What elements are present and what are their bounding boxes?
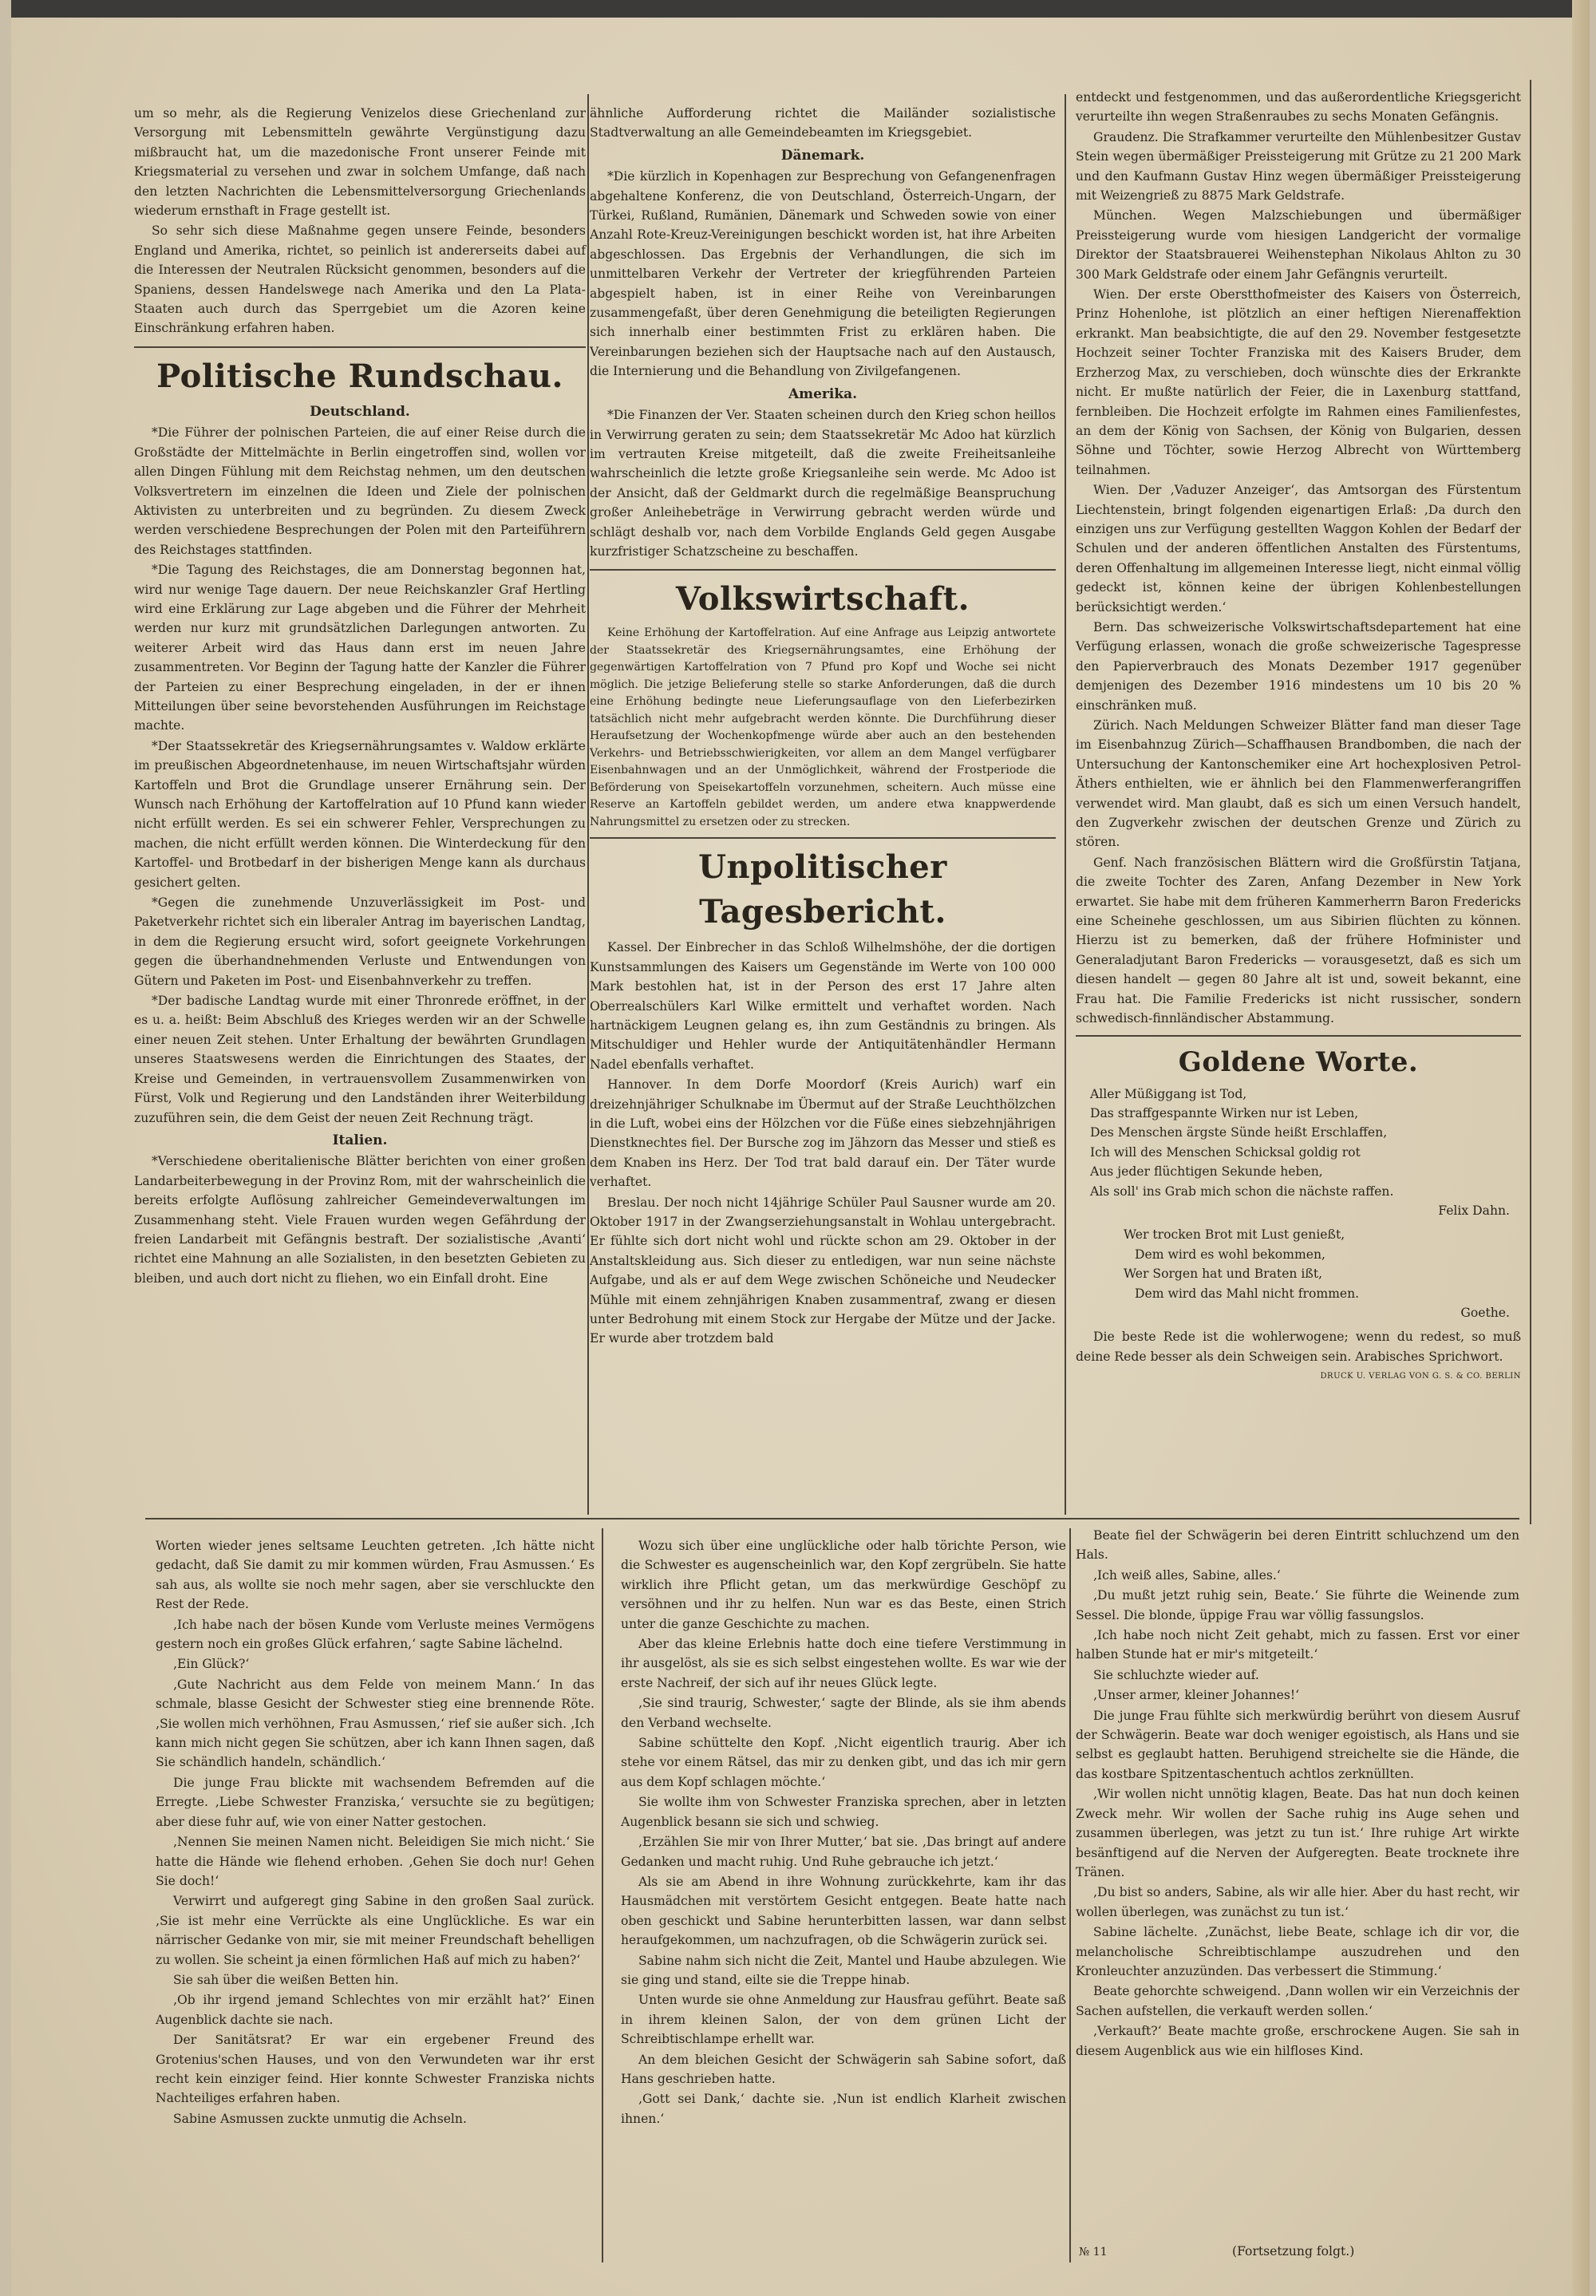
country-subheading: Amerika. xyxy=(788,385,858,402)
poem-line: Dem wird es wohl bekommen, xyxy=(1135,1247,1325,1262)
paragraph: ‚Du bist so anders, Sabine, als wir alle hier. Aber du hast recht, wir wollen überlegen, was zunächst zu tun ist.‘ xyxy=(1076,1885,1519,1919)
country-subheading: Dänemark. xyxy=(780,147,865,164)
section-heading: Unpolitischer Tagesbericht. xyxy=(698,848,947,931)
paragraph: Sie wollte ihm von Schwester Franziska sprechen, aber in letzten Augenblick besann sie sich und schwieg. xyxy=(621,1795,1066,1829)
column-rule xyxy=(1065,94,1066,1515)
paragraph: ‚Nennen Sie meinen Namen nicht. Beleidigen Sie mich nicht.‘ Sie hatte die Hände wie flehend erhoben. ‚Gehen Sie doch nur! Gehen Sie doch!‘ xyxy=(156,1835,595,1888)
poem-line: Ich will des Menschen Schicksal goldig rot xyxy=(1090,1144,1361,1160)
paragraph: Sie sah über die weißen Betten hin. xyxy=(173,1972,399,1987)
paragraph: So sehr sich diese Maßnahme gegen unsere Feinde, besonders England und Amerika, richtet, so peinlich ist andererseits dabei auf die Interessen der Neutralen Rücksicht genommen, besonders auf die Spaniens, dessen Handelswege nach Amerika und den La Plata-Staaten auch durch das Sperrgebiet um die Azoren keine Einschränkung erfahren haben. xyxy=(134,223,586,336)
divider xyxy=(590,569,1056,571)
proverb: Die beste Rede ist die wohlerwogene; wenn du redest, so muß deine Rede besser als dein Schweigen sein. Arabisches Sprichwort. xyxy=(1076,1330,1521,1364)
paragraph: *Der badische Landtag wurde mit einer Thronrede eröffnet, in der es u. a. heißt: Beim Abschluß des Krieges werden wir an der Schwelle einer neuen Zeit stehen. Unter Erhaltung der bewährten Grundlagen unseres Staatswesens werden die Einrichtungen des Staates, der Kreise und Gemeinden, in vertrauensvollem Zusammenwirken von Fürst, Volk und Regierung und den Landständen ihrer Weiterbildung zuzuführen sein, die dem Geist der neuen Zeit Rechnung trägt. xyxy=(134,994,586,1125)
paragraph: Breslau. Der noch nicht 14jährige Schüler Paul Sausner wurde am 20. Oktober 1917 in der Zwangserziehungsanstalt in Wohlau untergebracht. Er fühlte sich dort nicht wohl und rückte schon am 29. Oktober in der Anstaltskleidung aus. Sich dieser zu entledigen, war nun seine nächste Aufgabe, und als er auf dem Wege zwischen Schöneiche und Neudecker Mühle mit einem zehnjährigen Knaben zusammentraf, zwang er diesen unter Bedrohung mit einem Stock zur Hergabe der Mütze und der Jacke. Er wurde aber trotzdem bald xyxy=(590,1195,1056,1346)
paragraph: Beate fiel der Schwägerin bei deren Eintritt schluchzend um den Hals. xyxy=(1076,1528,1519,1563)
column-rule xyxy=(587,94,589,1515)
column-rule xyxy=(1530,80,1531,1524)
paragraph: Sie schluchzte wieder auf. xyxy=(1093,1667,1259,1682)
column-rule xyxy=(1069,1528,1071,2262)
paragraph: *Die Führer der polnischen Parteien, die auf einer Reise durch die Großstädte der Mittelmächte in Berlin eingetroffen sind, wollen vor allen Dingen Fühlung mit dem Reichstag nehmen, um den deutschen Volksvertretern im einzelnen die Ideen und Ziele der polnischen Aktivisten zu unterbreiten und zu begründen. Zu diesem Zweck werden verschiedene Besprechungen der Polen mit den Parteiführern des Reichstages stattfinden. xyxy=(134,425,586,557)
paragraph: Sabine schüttelte den Kopf. ‚Nicht eigentlich traurig. Aber ich stehe vor einem Rätsel, das mir zu denken gibt, und das ich mir gern aus dem Kopf schlagen möchte.‘ xyxy=(621,1736,1066,1789)
divider xyxy=(134,346,586,348)
paragraph: Beate gehorchte schweigend. ‚Dann wollen wir ein Verzeichnis der Sachen aufstellen, die verkauft werden sollen.‘ xyxy=(1076,1984,1519,2018)
paragraph: Die junge Frau blickte mit wachsendem Befremden auf die Erregte. ‚Liebe Schwester Franziska,‘ versuchte sie zu begütigen; aber diese fuhr auf, wie von einer Natter gestochen. xyxy=(156,1775,595,1829)
paragraph: ‚Unser armer, kleiner Johannes!‘ xyxy=(1093,1688,1300,1703)
paragraph: ‚Verkauft?‘ Beate machte große, erschrockene Augen. Sie sah in diesem Augenblick aus wie ein hilfloses Kind. xyxy=(1076,2024,1519,2058)
page-number: № 11 xyxy=(1079,2246,1108,2258)
paragraph: Worten wieder jenes seltsame Leuchten getreten. ‚Ich hätte nicht gedacht, daß Sie damit zu mir kommen würden, Frau Asmussen.‘ Es sah aus, als wollte sie noch mehr sagen, aber sie verschluckte den Rest der Rede. xyxy=(156,1539,595,1612)
paragraph: Der Sanitätsrat? Er war ein ergebener Freund des Grotenius'schen Hauses, und von den Verwundeten war ihr erst recht kein einziger feind. Hier konnte Schwester Franziska nichts Nachteiliges erfahren haben. xyxy=(156,2033,595,2106)
paragraph: *Die Tagung des Reichstages, die am Donnerstag begonnen hat, wird nur wenige Tage dauern. Der neue Reichskanzler Graf Hertling wird eine Erklärung zur Lage abgeben und die Führer der Mehrheit werden nur kurz mit grundsätzlichen Darlegungen antworten. Zu weiterer Arbeit wird das Haus dann erst im neuen Jahre zusammentreten. Vor Beginn der Tagung hatte der Kanzler die Führer der Parteien zu einer Besprechung eingeladen, in der er ihnen Mitteilungen über seine bevorstehenden Ausführungen im Reichstage machte. xyxy=(134,563,586,733)
printer-credit: DRUCK U. VERLAG VON G. S. & CO. BERLIN xyxy=(1320,1372,1521,1381)
paragraph: um so mehr, als die Regierung Venizelos diese Griechenland zur Versorgung mit Lebensmitteln gewährte Vergünstigung dazu mißbraucht hat, um die mazedonische Front unserer Feinde mit Kriegsmaterial zu versehen und zwar in solchem Umfange, daß nach den letzten Nachrichten die Lebensmittelversorgung Griechenlands wiederum ernsthaft in Frage gestellt ist. xyxy=(134,106,586,219)
scan-top-border xyxy=(11,0,1590,18)
news-column-2 xyxy=(590,104,1056,1350)
paragraph: Sabine nahm sich nicht die Zeit, Mantel und Haube abzulegen. Wie sie ging und stand, eilte sie die Treppe hinab. xyxy=(621,1953,1066,1987)
country-subheading: Italien. xyxy=(332,1132,388,1148)
paragraph: Unten wurde sie ohne Anmeldung zur Hausfrau geführt. Beate saß in ihrem kleinen Salon, der von dem grünen Licht der Schreibtischlampe erhellt war. xyxy=(621,1993,1066,2047)
poem-line: Dem wird das Mahl nicht frommen. xyxy=(1135,1286,1360,1301)
paragraph: Kassel. Der Einbrecher in das Schloß Wilhelmshöhe, der die dortigen Kunstsammlungen des Kaisers um Gegenstände im Werte von 100 000 Mark bestohlen hat, ist in der Person des erst 17 Jahre alten Oberrealschülers Karl Wilke ermittelt und verhaftet worden. Nach hartnäckigem Leugnen gelang es, ihn zum Geständnis zu bringen. Als Mitschuldiger und Hehler wurde der Antiquitätenhändler Hermann Nadel ebenfalls verhaftet. xyxy=(590,940,1056,1072)
news-column-3 xyxy=(1076,88,1521,1387)
paragraph: *Verschiedene oberitalienische Blätter berichten von einer großen Landarbeiterbewegung in der Provinz Rom, mit der wahrscheinlich die bereits erfolgte Auflösung zahlreicher Gemeindeverwaltungen im Zusammenhang steht. Viele Frauen wurden wegen Gefährdung der freien Landarbeit mit Gefängnis bestraft. Der sozialistische ‚Avanti‘ richtet eine Mahnung an alle Sozialisten, in den besetzten Gebieten zu bleiben, und auch dort nicht zu fliehen, wo ein Einfall droht. Eine xyxy=(134,1154,586,1286)
paragraph: *Der Staatssekretär des Kriegsernährungsamtes v. Waldow erklärte im preußischen Abgeordnetenhause, im neuen Wirtschaftsjahr würden Kartoffeln und Brot die Grundlage unserer Ernährung sein. Der Wunsch nach Erhöhung der Kartoffelration auf 10 Pfund kann wieder nicht erfüllt werden. Es sei ein schwerer Fehler, Versprechungen zu machen, die nicht erfüllt werden können. Die Winterdeckung für den Kartoffel- und Brotbedarf in der bisherigen Menge kann als durchaus gesichert gelten. xyxy=(134,738,586,890)
paragraph: *Die kürzlich in Kopenhagen zur Besprechung von Gefangenenfragen abgehaltene Konferenz, die von Deutschland, Österreich-Ungarn, der Türkei, Rußland, Rumänien, Dänemark und Schweden sowie von einer Anzahl Rote-Kreuz-Vereinigungen beschickt worden ist, hat ihre Arbeiten abgeschlossen. Das Ergebnis der Verhandlungen, die sich im unmittelbaren Verkehr der Vertreter der kriegführenden Parteien abgespielt haben, ist in einer Reihe von Vereinbarungen zusammengefaßt, über deren Genehmigung die beteiligten Regierungen sich innerhalb einer bestimmten Frist zu erklären haben. Die Vereinbarungen beziehen sich der Hauptsache nach auf den Austausch, die Internierung und die Behandlung von Zivilgefangenen. xyxy=(590,169,1056,379)
paragraph: *Die Finanzen der Ver. Staaten scheinen durch den Krieg schon heillos in Verwirrung geraten zu sein; dem Staatssekretär Mc Adoo hat kürzlich im vertrauten Kreise mitgeteilt, daß die zweite Freiheitsanleihe wahrscheinlich die letzte große Kriegsanleihe sein werde. Mc Adoo ist der Ansicht, daß der Geldmarkt durch die regelmäßige Beanspruchung großer Anleihebeträge in Verwirrung gebracht werden würde und schlägt deshalb vor, nach dem Vorbilde Englands Geld gegen Ausgabe kurzfristiger Schatzscheine zu beschaffen. xyxy=(590,408,1056,559)
paragraph: Wien. Der erste Oberstthofmeister des Kaisers von Österreich, Prinz Hohenlohe, ist plötzlich an einer heftigen Nierenaffektion erkrankt. Man beabsichtigte, die auf den 29. November festgesetzte Hochzeit seiner Tochter Franziska mit des Kaisers Bruder, dem Erzherzog Max, zu verschieben, doch wünschte dies der Erkrankte nicht. Er mußte natürlich der Feier, die in Laxenburg stattfand, fernbleiben. Die Hochzeit erfolgte im Rahmen eines Familienfestes, an dem der König von Sachsen, der König von Bulgarien, dessen Söhne und Töchter, sowie Herzog Albrecht von Württemberg teilnahmen. xyxy=(1076,287,1521,477)
paragraph: Sabine lächelte. ‚Zunächst, liebe Beate, schlage ich dir vor, die melancholische Schreibtischlampe auszudrehen und den Kronleuchter anzuzünden. Das verbessert die Stimmung.‘ xyxy=(1076,1925,1519,1978)
paragraph: ‚Wir wollen nicht unnötig klagen, Beate. Das hat nun doch keinen Zweck mehr. Wir wollen der Sache ruhig ins Auge sehen und zusammen überlegen, was jetzt zu tun ist.‘ Ihre ruhige Art wirkte besänftigend auf die Nerven der Aufgeregten. Beate trocknete ihre Tränen. xyxy=(1076,1787,1519,1879)
paragraph: ‚Sie sind traurig, Schwester,‘ sagte der Blinde, als sie ihm abends den Verband wechselte. xyxy=(621,1696,1066,1730)
poem-line: Des Menschen ärgste Sünde heißt Erschlaffen, xyxy=(1090,1125,1388,1140)
paragraph: Verwirrt und aufgeregt ging Sabine in den großen Saal zurück. ‚Sie ist mehr eine Verrückte als eine Unglückliche. Es war ein närrischer Gedanke von mir, sie mit meiner Freundschaft behelligen zu wollen. Sie scheint ja einen förmlichen Haß auf mich zu haben?‘ xyxy=(156,1894,595,1967)
paragraph: An dem bleichen Gesicht der Schwägerin sah Sabine sofort, daß Hans geschrieben hatte. xyxy=(621,2052,1066,2086)
paragraph: entdeckt und festgenommen, und das außerordentliche Kriegsgericht verurteilte ihn wegen Straßenraubes zu sechs Monaten Gefängnis. xyxy=(1076,90,1521,124)
novel-column-3 xyxy=(1076,1526,1519,2061)
newspaper-page xyxy=(11,0,1590,2296)
section-heading: Politische Rundschau. xyxy=(156,357,563,395)
paragraph: Aber das kleine Erlebnis hatte doch eine tiefere Verstimmung in ihr ausgelöst, als sie es sich selbst eingestehen wollte. Es war wie der erste Nachreif, der sich auf ihr neues Glück legte. xyxy=(621,1637,1066,1690)
divider xyxy=(1076,1035,1521,1037)
paragraph: Wien. Der ‚Vaduzer Anzeiger‘, das Amtsorgan des Fürstentum Liechtenstein, bringt folgenden eigenartigen Erlaß: ‚Da durch den einzigen uns zur Verfügung gestellten Waggon Kohlen der Bedarf der Schulen und der anderen öffentlichen Anstalten des Fürstentums, deren Offenhaltung im allgemeinen Interesse liegt, nicht einmal völlig gedeckt ist, können keine der übrigen Kohlenbestellungen berücksichtigt werden.‘ xyxy=(1076,483,1521,615)
poem-line: Das straffgespannte Wirken nur ist Leben, xyxy=(1090,1105,1359,1120)
poem-author: Goethe. xyxy=(1460,1305,1510,1320)
novel-column-1 xyxy=(156,1536,595,2129)
poem-line: Wer trocken Brot mit Lust genießt, xyxy=(1124,1227,1345,1243)
poem xyxy=(1076,1085,1521,1221)
scan-right-edge xyxy=(1572,0,1590,2296)
paragraph: Die junge Frau fühlte sich merkwürdig berührt von diesem Ausruf der Schwägerin. Beate war doch weniger egoistisch, als Hans und sie selbst es geglaubt hatten. Beruhigend streichelte sie die Hände, die das kostbare Spitzentaschentuch achtlos zerknüllten. xyxy=(1076,1708,1519,1781)
paragraph: ‚Gott sei Dank,‘ dachte sie. ‚Nun ist endlich Klarheit zwischen ihnen.‘ xyxy=(621,2092,1066,2126)
paragraph: ‚Ich habe nach der bösen Kunde vom Verluste meines Vermögens gestern noch ein großes Glück erfahren,‘ sagte Sabine lächelnd. xyxy=(156,1617,595,1652)
section-heading: Volkswirtschaft. xyxy=(675,580,970,618)
news-column-1 xyxy=(134,104,586,1289)
paragraph: Keine Erhöhung der Kartoffelration. Auf eine Anfrage aus Leipzig antwortete der Staatssekretär des Kriegsernährungsamtes, eine Erhöhung der gegenwärtigen Kartoffelration von 7 Pfund pro Kopf und Woche sei nicht möglich. Die jetzige Belieferung stelle so starke Anforderungen, daß die durch eine Erhöhung bedingte neue Lieferungsauflage von den Lieferbezirken tatsächlich nicht mehr aufgebracht werden könnte. Die Durchführung dieser Heraufsetzung der Wochenkopfmenge würde aber auch an den bestehenden Verkehrs- und Betriebsschwierigkeiten, vor allem an dem Mangel verfügbarer Eisenbahnwagen und an der Unmöglichkeit, während der Frostperiode die Beförderung von Speisekartoffeln vorzunehmen, scheitern. Auch müsse eine Reserve an Kartoffeln gebildet werden, um andere etwa knappwerdende Nahrungsmittel zu ersetzen oder zu strecken. xyxy=(590,626,1056,828)
paragraph: *Gegen die zunehmende Unzuverlässigkeit im Post- und Paketverkehr richtet sich ein liberaler Antrag im bayerischen Landtag, in dem die Regierung ersucht wird, sofort geeignete Vorkehrungen gegen die überhandnehmenden Verluste und Entwendungen von Gütern und Paketen im Post- und Eisenbahnverkehr zu treffen. xyxy=(134,895,586,988)
poem-line: Als soll' ins Grab mich schon die nächste raffen. xyxy=(1090,1184,1394,1199)
paragraph: ‚Ein Glück?‘ xyxy=(173,1657,250,1672)
paragraph: ähnliche Aufforderung richtet die Mailänder sozialistische Stadtverwaltung an alle Gemeindebeamten im Kriegsgebiet. xyxy=(590,106,1056,140)
paragraph: Sabine Asmussen zuckte unmutig die Achseln. xyxy=(173,2111,467,2126)
paragraph: ‚Ob ihr irgend jemand Schlechtes von mir erzählt hat?‘ Einen Augenblick dachte sie nach. xyxy=(156,1993,595,2027)
paragraph: ‚Gute Nachricht aus dem Felde von meinem Mann.‘ In das schmale, blasse Gesicht der Schwester stieg eine brennende Röte. ‚Sie wollen mich verhöhnen, Frau Asmussen,‘ rief sie außer sich. ‚Ich kann mich nicht gegen Sie schützen, aber ich kann Ihnen sagen, daß Sie schändlich handeln, schändlich.‘ xyxy=(156,1677,595,1770)
poem-line: Aller Müßiggang ist Tod, xyxy=(1090,1086,1247,1101)
paragraph: Graudenz. Die Strafkammer verurteilte den Mühlenbesitzer Gustav Stein wegen übermäßiger Preissteigerung mit Grütze zu 21 200 Mark und den Kaufmann Gustav Hinz wegen übermäßiger Preissteigerung mit Weizengrieß zu 8875 Mark Geldstrafe. xyxy=(1076,129,1521,204)
poem-line: Aus jeder flüchtigen Sekunde heben, xyxy=(1090,1164,1323,1180)
country-subheading: Deutschland. xyxy=(310,403,410,420)
paragraph: Genf. Nach französischen Blättern wird die Großfürstin Tatjana, die zweite Tochter des Zaren, Anfang Dezember in New York erwartet. Sie habe mit dem früheren Kammerherrn Baron Fredericks eine Scheinehe geschlossen, um aus Sibirien flüchten zu können. Hierzu ist zu bemerken, daß der frühere Hofminister und Generaladjutant Baron Fredericks — vorausgesetzt, daß es sich um diesen handelt — gegen 80 Jahre alt ist und, soweit bekannt, eine Frau hat. Die Familie Fredericks ist nicht russischer, sondern schwedisch-finnländischer Abstammung. xyxy=(1076,855,1521,1026)
paragraph: ‚Erzählen Sie mir von Ihrer Mutter,‘ bat sie. ‚Das bringt auf andere Gedanken und macht ruhig. Und Ruhe gebrauche ich jetzt.‘ xyxy=(621,1835,1066,1869)
section-rule xyxy=(145,1518,1519,1519)
section-heading: Goldene Worte. xyxy=(1178,1045,1419,1078)
paragraph: München. Wegen Malzschiebungen und übermäßiger Preissteigerung wurde vom hiesigen Landgericht der vormalige Direktor der Staatsbrauerei Weihenstephan Nikolaus Ahlton zu 30 300 Mark Geldstrafe oder einem Jahr Gefängnis verurteilt. xyxy=(1076,208,1521,282)
poem xyxy=(1076,1225,1521,1322)
paragraph: Zürich. Nach Meldungen Schweizer Blätter fand man dieser Tage im Eisenbahnzug Zürich—Schaffhausen Brandbomben, die nach der Untersuchung der Kantonschemiker eine Art hochexplosiven Petrol-Äthers enthielten, wie er ähnlich bei den Flammenwerferangriffen verwendet wird. Man glaubt, daß es sich um einen Versuch handelt, den Zugverkehr zwischen der deutschen Grenze und Zürich zu stören. xyxy=(1076,718,1521,850)
poem-author: Felix Dahn. xyxy=(1438,1203,1510,1218)
poem-line: Wer Sorgen hat und Braten ißt, xyxy=(1124,1267,1323,1282)
novel-column-2 xyxy=(621,1536,1066,2129)
paragraph: ‚Ich habe noch nicht Zeit gehabt, mich zu fassen. Erst vor einer halben Stunde hat er mir's mitgeteilt.‘ xyxy=(1076,1628,1519,1662)
continued-note: (Fortsetzung folgt.) xyxy=(1232,2244,1355,2258)
column-rule xyxy=(602,1528,603,2262)
paragraph: ‚Ich weiß alles, Sabine, alles.‘ xyxy=(1093,1567,1281,1583)
paragraph: Wozu sich über eine unglückliche oder halb törichte Person, wie die Schwester es augenscheinlich war, den Kopf zergrübeln. Sie hatte wirklich ihre Pflicht getan, um das merkwürdige Geschöpf zu versöhnen und ihr zu helfen. Nun war es das Beste, einen Strich unter die ganze Geschichte zu machen. xyxy=(621,1539,1066,1631)
divider xyxy=(590,837,1056,839)
paragraph: Hannover. In dem Dorfe Moordorf (Kreis Aurich) warf ein dreizehnjähriger Schulknabe im Übermut auf der Straße Leuchthölzchen in die Luft, wobei eins der Hölzchen vor die Füße eines siebzehnjährigen Dienstknechtes fiel. Der Bursche zog im Jähzorn das Messer und stieß es dem Knaben ins Herz. Der Tod trat bald darauf ein. Der Täter wurde verhaftet. xyxy=(590,1077,1056,1190)
paragraph: Bern. Das schweizerische Volkswirtschaftsdepartement hat eine Verfügung erlassen, wonach die große schweizerische Tagespresse den Papierverbrauch des Monats Dezember 1917 gegenüber demjenigen des Dezember 1916 mindestens um 10 bis 20 % einschränken muß. xyxy=(1076,619,1521,713)
paragraph: Als sie am Abend in ihre Wohnung zurückkehrte, kam ihr das Hausmädchen mit verstörtem Gesicht entgegen. Beate hatte nach oben geschickt und Sabine herunterbitten lassen, war dann selbst heraufgekommen, um nachzufragen, ob die Schwägerin zurück sei. xyxy=(621,1874,1066,1948)
paragraph: ‚Du mußt jetzt ruhig sein, Beate.‘ Sie führte die Weinende zum Sessel. Die blonde, üppige Frau war völlig fassungslos. xyxy=(1076,1588,1519,1622)
